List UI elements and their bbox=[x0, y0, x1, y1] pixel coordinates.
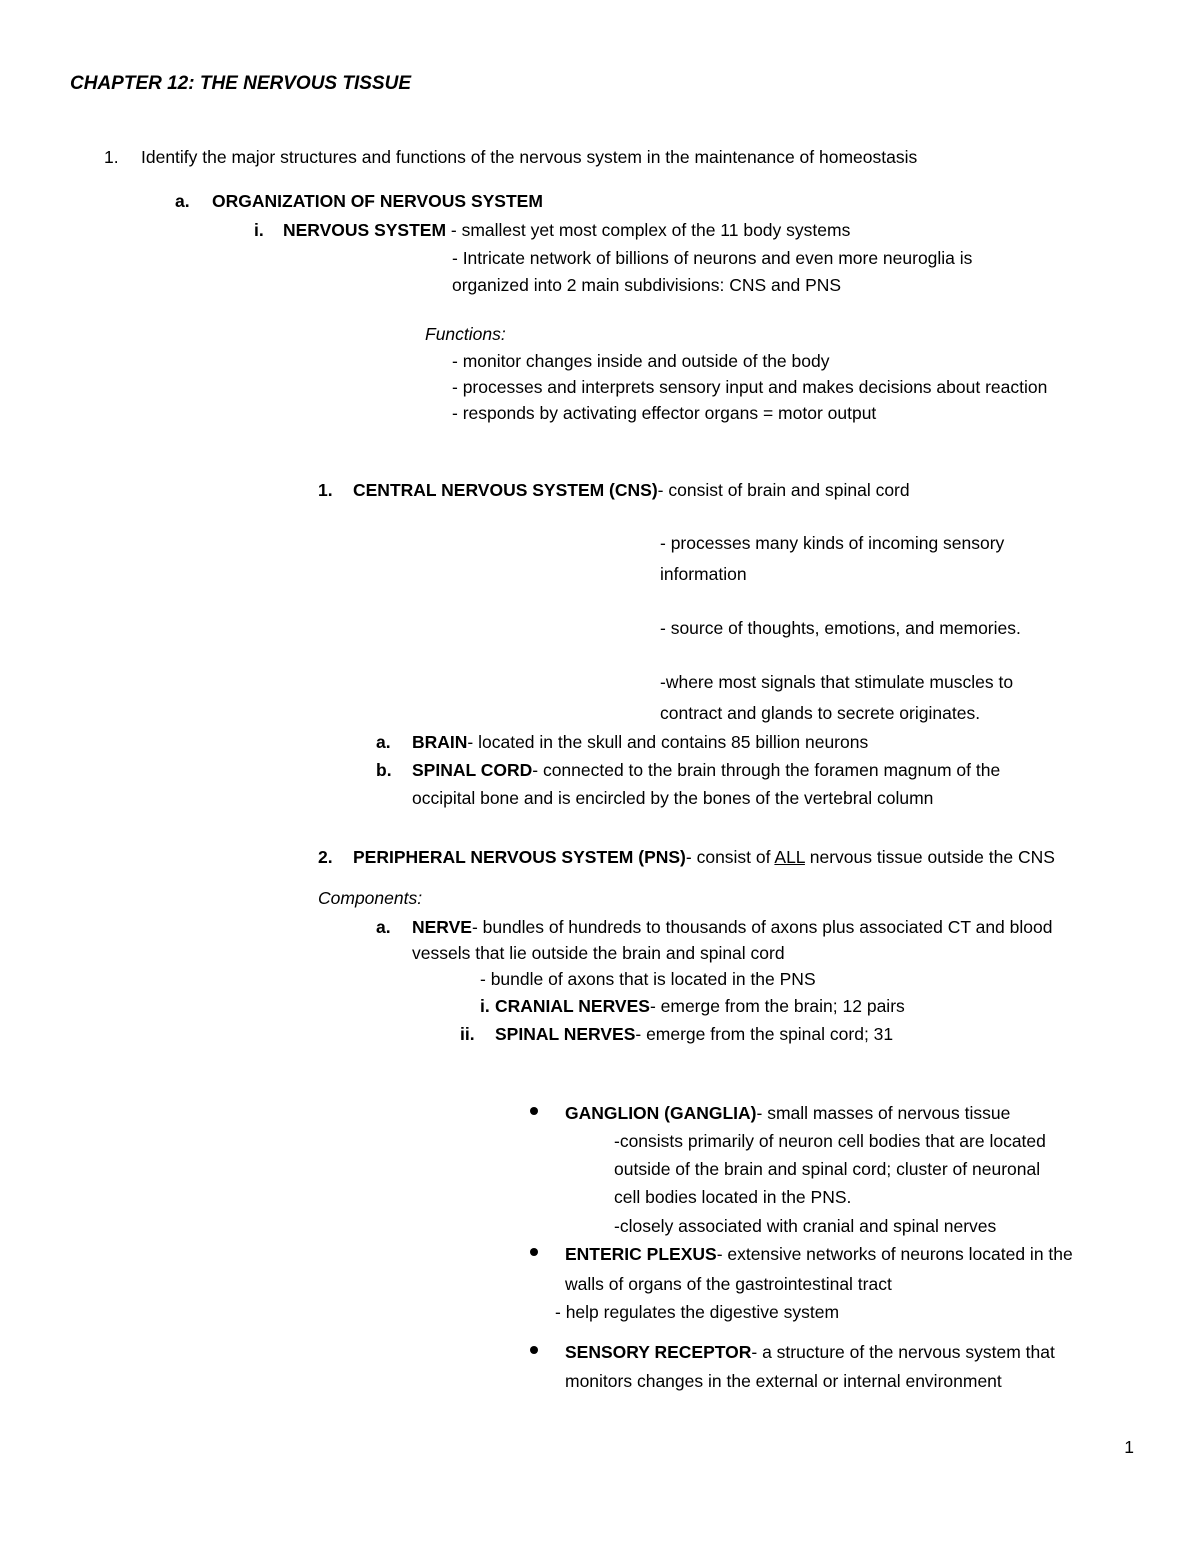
cranial-term: CRANIAL NERVES bbox=[495, 996, 650, 1016]
nervous-system-line2: - Intricate network of billions of neurons and even more neuroglia is bbox=[452, 248, 973, 268]
nerve-line2: vessels that lie outside the brain and spinal cord bbox=[412, 943, 785, 963]
function-item: - processes and interprets sensory input and makes decisions about reaction bbox=[452, 377, 1048, 397]
function-item: - monitor changes inside and outside of the body bbox=[452, 351, 830, 371]
pns-term: PERIPHERAL NERVOUS SYSTEM (PNS) bbox=[353, 847, 686, 867]
ganglion-detail: cell bodies located in the PNS. bbox=[614, 1187, 852, 1207]
page-number: 1 bbox=[1124, 1437, 1134, 1457]
brain-line bbox=[412, 731, 868, 753]
nervous-system-term: NERVOUS SYSTEM bbox=[283, 220, 447, 240]
brain-def: - located in the skull and contains 85 billion neurons bbox=[467, 732, 869, 752]
pns-line bbox=[353, 846, 1055, 868]
objective-number: 1. bbox=[104, 147, 119, 167]
components-label: Components: bbox=[318, 888, 423, 908]
enteric-line2: walls of organs of the gastrointestinal tract bbox=[565, 1274, 892, 1294]
cns-note: information bbox=[660, 564, 747, 584]
bullet-icon bbox=[530, 1248, 538, 1256]
spinal-nerves-line bbox=[495, 1023, 893, 1045]
cns-note: -where most signals that stimulate muscles to bbox=[660, 672, 1014, 692]
organization-letter: a. bbox=[175, 191, 190, 211]
page-title: CHAPTER 12: THE NERVOUS TISSUE bbox=[70, 73, 411, 94]
nervous-system-line1 bbox=[283, 219, 850, 241]
receptor-line bbox=[565, 1341, 1055, 1363]
ganglion-detail: outside of the brain and spinal cord; cluster of neuronal bbox=[614, 1159, 1041, 1179]
nerve-def: - bundles of hundreds to thousands of axons plus associated CT and blood bbox=[471, 917, 1053, 937]
enteric-line3: - help regulates the digestive system bbox=[555, 1302, 840, 1322]
cns-note: - source of thoughts, emotions, and memories. bbox=[660, 618, 1021, 638]
cns-line bbox=[353, 479, 910, 501]
nervous-system-line3: organized into 2 main subdivisions: CNS and PNS bbox=[452, 275, 842, 295]
spinal-cord-term: SPINAL CORD bbox=[412, 760, 533, 780]
pns-def-underlined: ALL bbox=[774, 847, 805, 867]
functions-label: Functions: bbox=[425, 324, 506, 344]
enteric-term: ENTERIC PLEXUS bbox=[565, 1244, 717, 1264]
nerve-term: NERVE bbox=[412, 917, 472, 937]
spinal-cord-line2: occipital bone and is encircled by the bones of the vertebral column bbox=[412, 788, 934, 808]
receptor-line2: monitors changes in the external or internal environment bbox=[565, 1371, 1002, 1391]
nervous-system-numeral: i. bbox=[254, 220, 264, 240]
cranial-numeral: i. bbox=[480, 996, 490, 1016]
spinal-nerves-def: - emerge from the spinal cord; 31 bbox=[635, 1024, 894, 1044]
pns-def-post: nervous tissue outside the CNS bbox=[804, 847, 1055, 867]
pns-def-pre: - consist of bbox=[685, 847, 775, 867]
cranial-line bbox=[495, 995, 905, 1017]
function-item: - responds by activating effector organs = motor output bbox=[452, 403, 877, 423]
enteric-def: - extensive networks of neurons located in the bbox=[716, 1244, 1073, 1264]
nerve-line3: - bundle of axons that is located in the PNS bbox=[480, 969, 816, 989]
cns-def: - consist of brain and spinal cord bbox=[657, 480, 910, 500]
spinal-cord-def: - connected to the brain through the foramen magnum of the bbox=[532, 760, 1001, 780]
objective-text: Identify the major structures and functions of the nervous system in the maintenance of homeostasis bbox=[141, 147, 918, 167]
cns-note: contract and glands to secrete originates. bbox=[660, 703, 981, 723]
receptor-def: - a structure of the nervous system that bbox=[751, 1342, 1055, 1362]
ganglion-detail: -consists primarily of neuron cell bodies that are located bbox=[614, 1131, 1046, 1151]
bullet-icon bbox=[530, 1346, 538, 1354]
spinal-cord-line bbox=[412, 759, 1000, 781]
spinal-nerves-term: SPINAL NERVES bbox=[495, 1024, 636, 1044]
receptor-term: SENSORY RECEPTOR bbox=[565, 1342, 752, 1362]
enteric-line bbox=[565, 1243, 1073, 1265]
ganglion-def: - small masses of nervous tissue bbox=[756, 1103, 1011, 1123]
organization-heading: ORGANIZATION OF NERVOUS SYSTEM bbox=[212, 191, 543, 211]
pns-number: 2. bbox=[318, 847, 333, 867]
cranial-def: - emerge from the brain; 12 pairs bbox=[649, 996, 905, 1016]
nervous-system-def: - smallest yet most complex of the 11 body systems bbox=[446, 220, 851, 240]
cns-number: 1. bbox=[318, 480, 333, 500]
spinal-cord-letter: b. bbox=[376, 760, 392, 780]
ganglion-detail: -closely associated with cranial and spinal nerves bbox=[614, 1216, 997, 1236]
nerve-line bbox=[412, 916, 1052, 938]
ganglion-line bbox=[565, 1102, 1010, 1124]
bullet-icon bbox=[530, 1107, 538, 1115]
brain-letter: a. bbox=[376, 732, 391, 752]
cns-term: CENTRAL NERVOUS SYSTEM (CNS) bbox=[353, 480, 658, 500]
spinal-nerves-numeral: ii. bbox=[460, 1024, 475, 1044]
ganglion-term: GANGLION (GANGLIA) bbox=[565, 1103, 757, 1123]
nerve-letter: a. bbox=[376, 917, 391, 937]
cns-note: - processes many kinds of incoming sensory bbox=[660, 533, 1005, 553]
brain-term: BRAIN bbox=[412, 732, 468, 752]
